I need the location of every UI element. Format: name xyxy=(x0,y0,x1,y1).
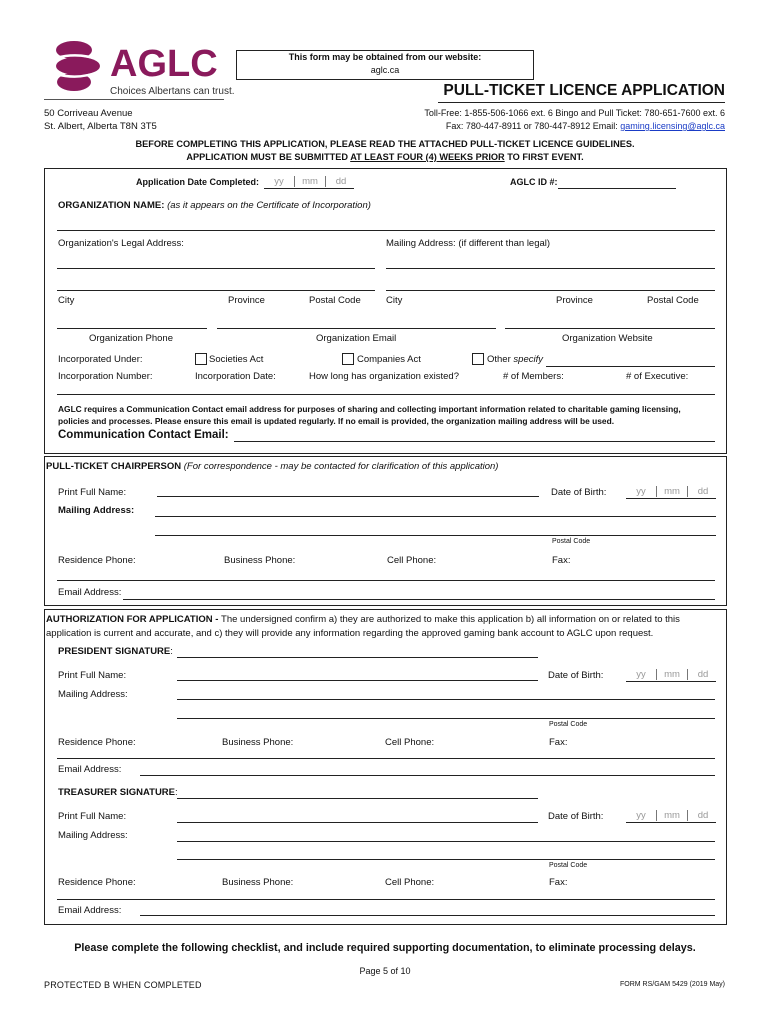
organization-name-hint: (as it appears on the Certificate of Incorporation) xyxy=(164,200,371,211)
legal-postal-label: Postal Code xyxy=(309,295,361,306)
chair-mailing-address-field-2[interactable] xyxy=(155,535,716,536)
legal-address-field-1[interactable] xyxy=(57,268,375,269)
president-email-field[interactable] xyxy=(140,775,715,776)
protected-label: PROTECTED B WHEN COMPLETED xyxy=(44,980,202,990)
notice-line2-emphasis: AT LEAST FOUR (4) WEEKS PRIOR xyxy=(350,152,505,162)
contact-line2 xyxy=(446,121,725,131)
president-fax-label: Fax: xyxy=(549,737,568,748)
treasurer-signature-label xyxy=(58,787,178,798)
president-print-name-label: Print Full Name: xyxy=(58,670,127,681)
org-website-field[interactable] xyxy=(505,328,715,329)
notice-line2 xyxy=(0,152,770,162)
chairperson-title xyxy=(46,461,498,472)
legal-province-label: Province xyxy=(228,295,265,306)
treasurer-business-phone-label: Business Phone: xyxy=(222,877,294,888)
checklist-note: Please complete the following checklist, and include required supporting documentation, to eliminate processing delays. xyxy=(74,942,696,954)
application-date-input[interactable] xyxy=(264,176,356,187)
treasurer-fax-label: Fax: xyxy=(549,877,568,888)
president-phone-row-line[interactable] xyxy=(57,758,715,759)
org-phone-label: Organization Phone xyxy=(89,333,173,344)
address-line1: 50 Corriveau Avenue xyxy=(44,108,133,119)
yy-field[interactable]: yy xyxy=(626,486,657,497)
president-email-label: Email Address: xyxy=(58,764,122,775)
authorization-title: AUTHORIZATION FOR APPLICATION - xyxy=(46,614,222,625)
incorporation-date-label: Incorporation Date: xyxy=(195,371,276,382)
application-date-label: Application Date Completed: xyxy=(136,177,260,187)
aglc-id-field[interactable] xyxy=(558,188,676,189)
mailing-address-field-1[interactable] xyxy=(386,268,715,269)
president-mailing-address-field-1[interactable] xyxy=(177,699,715,700)
president-signature-label xyxy=(58,646,173,657)
president-mailing-address-label: Mailing Address: xyxy=(58,689,128,700)
treasurer-print-name-label: Print Full Name: xyxy=(58,811,127,822)
authorization-text1: The undersigned confirm a) they are authorized to make this application b) all information on or related to this xyxy=(221,614,680,625)
treasurer-signature-field[interactable] xyxy=(177,798,538,799)
yy-field[interactable]: yy xyxy=(626,669,657,680)
how-long-label: How long has organization existed? xyxy=(309,371,459,382)
chairperson-title-text: PULL-TICKET CHAIRPERSON xyxy=(46,461,182,472)
comm-notice-line1: AGLC requires a Communication Contact email address for purposes of sharing and collecting important information related to charitable gaming licensing, xyxy=(58,404,681,414)
president-signature-title: PRESIDENT SIGNATURE xyxy=(58,646,171,657)
chair-email-field[interactable] xyxy=(123,599,715,600)
notice-line2-c: TO FIRST EVENT. xyxy=(504,152,584,162)
org-email-field[interactable] xyxy=(217,328,496,329)
treasurer-mailing-address-field-2[interactable] xyxy=(177,859,715,860)
dd-field[interactable]: dd xyxy=(697,486,709,497)
org-email-label: Organization Email xyxy=(316,333,397,344)
chair-phone-row-line[interactable] xyxy=(57,580,715,581)
treasurer-signature-title: TREASURER SIGNATURE xyxy=(58,787,175,798)
executive-label: # of Executive: xyxy=(626,371,689,382)
legal-address-label: Organization's Legal Address: xyxy=(58,238,184,249)
mailing-city-label: City xyxy=(386,295,403,306)
president-dob-input[interactable] xyxy=(626,669,718,680)
chair-mailing-address-field-1[interactable] xyxy=(155,516,716,517)
legal-city-label: City xyxy=(58,295,75,306)
org-phone-field[interactable] xyxy=(57,328,207,329)
chair-dob-line xyxy=(626,498,716,499)
chair-business-phone-label: Business Phone: xyxy=(224,555,296,566)
chair-dob-label: Date of Birth: xyxy=(551,487,607,498)
mailing-address-field-2[interactable] xyxy=(386,290,715,291)
authorization-text-line1 xyxy=(46,614,680,625)
chair-postal-code-label: Postal Code xyxy=(552,538,591,545)
comm-email-label: Communication Contact Email: xyxy=(58,429,229,441)
dd-field[interactable]: dd xyxy=(697,810,709,821)
website-box-line2: aglc.ca xyxy=(370,65,400,75)
societies-act-label: Societies Act xyxy=(209,354,264,365)
chairperson-section xyxy=(44,456,727,606)
tagline: Choices Albertans can trust. xyxy=(110,86,235,97)
logo-text: AGLC xyxy=(110,43,218,85)
president-mailing-address-field-2[interactable] xyxy=(177,718,715,719)
yy-field[interactable]: yy xyxy=(626,810,657,821)
chair-email-label: Email Address: xyxy=(58,587,122,598)
other-text: Other xyxy=(487,354,514,365)
treasurer-dob-line xyxy=(626,822,716,823)
other-label xyxy=(487,354,543,365)
yy-field[interactable]: yy xyxy=(264,176,295,187)
president-signature-field[interactable] xyxy=(177,657,538,658)
president-residence-phone-label: Residence Phone: xyxy=(58,737,136,748)
aglc-logo-mark-icon xyxy=(48,38,108,94)
incorporation-number-label: Incorporation Number: xyxy=(58,371,153,382)
president-signature-colon: : xyxy=(170,646,173,657)
other-specify-field[interactable] xyxy=(546,366,715,367)
treasurer-postal-code-label: Postal Code xyxy=(549,862,588,869)
mailing-province-label: Province xyxy=(556,295,593,306)
comm-email-field[interactable] xyxy=(234,441,715,442)
comm-notice-line2: policies and processes. Please ensure this email is updated regularly. If no email is provided, the organization mailing address will be used. xyxy=(58,416,615,426)
treasurer-email-field[interactable] xyxy=(140,915,715,916)
website-box xyxy=(236,50,534,80)
treasurer-dob-input[interactable] xyxy=(626,810,718,821)
organization-name-label xyxy=(58,200,371,211)
dd-field[interactable]: dd xyxy=(335,176,347,187)
chair-residence-phone-label: Residence Phone: xyxy=(58,555,136,566)
treasurer-residence-phone-label: Residence Phone: xyxy=(58,877,136,888)
incorporated-under-label: Incorporated Under: xyxy=(58,354,143,365)
mailing-postal-label: Postal Code xyxy=(647,295,699,306)
aglc-id-label: AGLC ID #: xyxy=(510,177,558,187)
authorization-text-line2: application is current and accurate, and c) they will provide any information regarding the approved gaming bank account to AGLC upon request. xyxy=(46,628,654,639)
application-date-line xyxy=(264,188,354,189)
other-specify-text: specify xyxy=(513,354,543,365)
mm-field[interactable]: mm xyxy=(295,176,326,187)
chairperson-hint: (For correspondence - may be contacted for clarification of this application) xyxy=(181,461,499,472)
treasurer-print-name-field[interactable] xyxy=(177,822,538,823)
organization-name-title: ORGANIZATION NAME: xyxy=(58,200,165,211)
form-title: PULL-TICKET LICENCE APPLICATION xyxy=(443,82,725,99)
president-dob-label: Date of Birth: xyxy=(548,670,604,681)
president-dob-line xyxy=(626,681,716,682)
treasurer-phone-row-line[interactable] xyxy=(57,899,715,900)
notice-line1: BEFORE COMPLETING THIS APPLICATION, PLEASE READ THE ATTACHED PULL-TICKET LICENCE GUIDELINES. xyxy=(135,139,635,149)
companies-act-checkbox[interactable] xyxy=(342,353,354,365)
mm-field[interactable]: mm xyxy=(657,669,688,680)
notice-line2-a: APPLICATION MUST BE SUBMITTED xyxy=(186,152,351,162)
members-label: # of Members: xyxy=(503,371,564,382)
companies-act-label: Companies Act xyxy=(357,354,421,365)
chair-cell-phone-label: Cell Phone: xyxy=(387,555,437,566)
president-business-phone-label: Business Phone: xyxy=(222,737,294,748)
president-postal-code-label: Postal Code xyxy=(549,721,588,728)
legal-address-field-2[interactable] xyxy=(57,290,375,291)
form-code: FORM RS/GAM 5429 (2019 May) xyxy=(619,981,725,988)
president-print-name-field[interactable] xyxy=(177,680,538,681)
contact-line1: Toll-Free: 1-855-506-1066 ext. 6 Bingo and Pull Ticket: 780-651-7600 ext. 6 xyxy=(424,108,725,118)
societies-act-checkbox[interactable] xyxy=(195,353,207,365)
address-line2: St. Albert, Alberta T8N 3T5 xyxy=(44,121,157,132)
treasurer-dob-label: Date of Birth: xyxy=(548,811,604,822)
organization-name-field[interactable] xyxy=(57,230,715,231)
title-rule xyxy=(438,102,725,103)
mm-field[interactable]: mm xyxy=(657,810,688,821)
mm-field[interactable]: mm xyxy=(657,486,688,497)
website-box-line1: This form may be obtained from our website: xyxy=(288,52,482,62)
mailing-address-label: Mailing Address: (if different than legal) xyxy=(386,238,551,249)
chair-mailing-address-label: Mailing Address: xyxy=(58,505,135,516)
dd-field[interactable]: dd xyxy=(697,669,709,680)
treasurer-mailing-address-field-1[interactable] xyxy=(177,841,715,842)
contact-email-link[interactable]: gaming.licensing@aglc.ca xyxy=(620,121,725,131)
contact-line2-text: Fax: 780-447-8911 or 780-447-8912 Email: xyxy=(445,121,621,131)
org-website-label: Organization Website xyxy=(562,333,653,344)
page-number: Page 5 of 10 xyxy=(359,966,411,976)
president-cell-phone-label: Cell Phone: xyxy=(385,737,435,748)
aglc-logo xyxy=(48,38,235,97)
treasurer-signature-colon: : xyxy=(175,787,178,798)
treasurer-email-label: Email Address: xyxy=(58,905,122,916)
chair-dob-input[interactable] xyxy=(626,486,718,497)
incorporation-row-line[interactable] xyxy=(57,394,715,395)
chair-print-name-field[interactable] xyxy=(157,496,539,497)
tagline-rule xyxy=(44,99,224,100)
treasurer-mailing-address-label: Mailing Address: xyxy=(58,830,128,841)
treasurer-cell-phone-label: Cell Phone: xyxy=(385,877,435,888)
other-checkbox[interactable] xyxy=(472,353,484,365)
chair-print-name-label: Print Full Name: xyxy=(58,487,127,498)
chair-fax-label: Fax: xyxy=(552,555,571,566)
